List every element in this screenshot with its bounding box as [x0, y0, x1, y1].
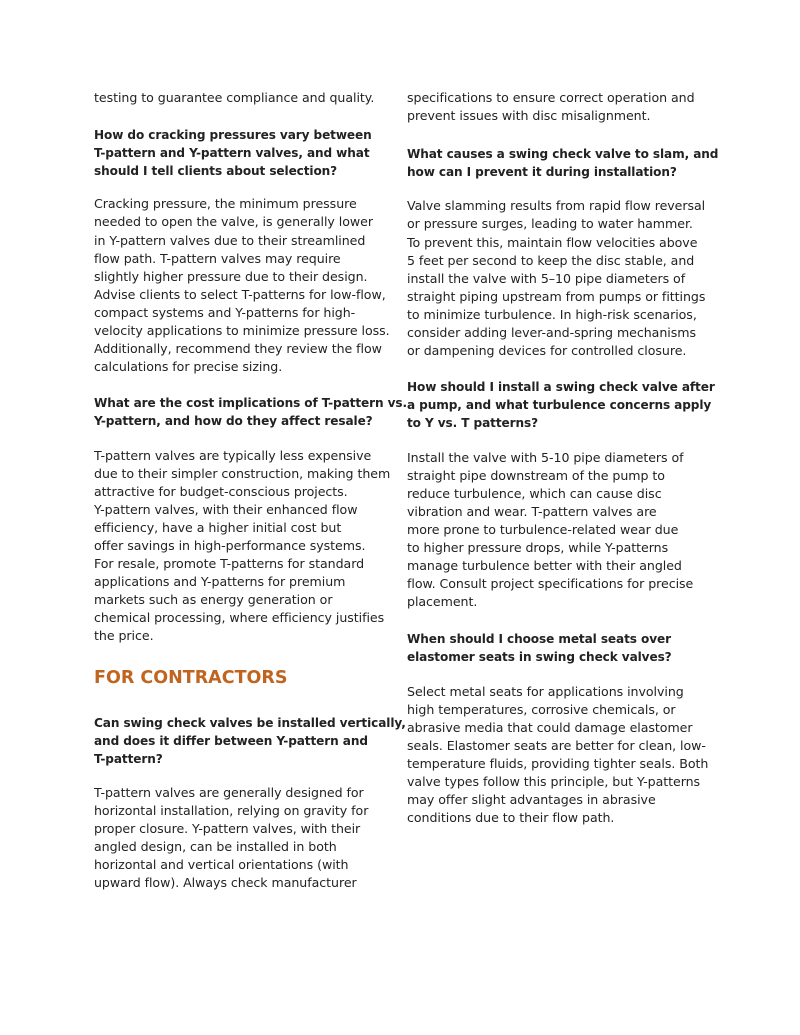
text-line: T-pattern?: [94, 751, 163, 766]
text-line: slightly higher pressure due to their design.: [94, 268, 368, 284]
text-line: to Y vs. T patterns?: [407, 416, 538, 431]
text-line: should I tell clients about selection?: [94, 164, 338, 179]
text-line: or dampening devices for controlled closure.: [407, 343, 687, 359]
text-line: When should I choose metal seats over: [407, 632, 671, 647]
text-line: T-pattern valves are generally designed for: [94, 784, 364, 800]
text-line: What are the cost implications of T-pattern vs.: [94, 396, 408, 411]
text-line: proper closure. Y-pattern valves, with their: [94, 821, 361, 836]
text-line: to higher pressure drops, while Y-patterns: [407, 539, 669, 555]
text-line: install the valve with 5–10 pipe diameters of: [407, 270, 686, 286]
question-vertical-install: [94, 714, 406, 768]
text-line: conditions due to their flow path.: [407, 810, 615, 826]
text-line: Additionally, recommend they review the flow: [94, 341, 382, 357]
text-line: upward flow). Always check manufacturer: [94, 875, 357, 891]
text-line: applications and Y-patterns for premium: [94, 574, 346, 590]
text-line: Cracking pressure, the minimum pressure: [94, 196, 357, 212]
text-line: velocity applications to minimize pressure loss.: [94, 323, 390, 339]
text-line: compact systems and Y-patterns for high-: [94, 304, 356, 320]
text-line: Y-pattern, and how do they affect resale?: [94, 414, 373, 429]
text-line: how can I prevent it during installation?: [407, 165, 677, 180]
text-line: specifications to ensure correct operation and: [407, 90, 695, 105]
text-line: elastomer seats in swing check valves?: [407, 650, 672, 665]
text-line: placement.: [407, 594, 478, 610]
text-line: testing to guarantee compliance and quality.: [94, 90, 375, 105]
text-line: straight pipe downstream of the pump to: [407, 467, 665, 483]
text-line: manage turbulence better with their angled: [407, 558, 682, 574]
text-line: Select metal seats for applications involving: [407, 683, 684, 699]
text-line: may offer slight advantages in abrasive: [407, 792, 656, 808]
text-line: prevent issues with disc misalignment.: [407, 108, 651, 124]
text-line: the price.: [94, 628, 154, 644]
text-line: offer savings in high-performance systems.: [94, 537, 366, 553]
text-line: angled design, can be installed in both: [94, 839, 337, 855]
text-line: reduce turbulence, which can cause disc: [407, 485, 662, 501]
text-line: in Y-pattern valves due to their streamlined: [94, 232, 366, 248]
text-line: consider adding lever-and-spring mechanisms: [407, 325, 696, 341]
text-line: a pump, and what turbulence concerns apply: [407, 398, 712, 413]
text-line: What causes a swing check valve to slam, and: [407, 147, 719, 162]
text-line: seals. Elastomer seats are better for clean, low-: [407, 737, 706, 753]
text-line: horizontal and vertical orientations (with: [94, 857, 349, 873]
answer-metal-vs-elastomer: [407, 683, 709, 828]
text-line: high temperatures, corrosive chemicals, or: [407, 701, 676, 717]
text-line: vibration and wear. T-pattern valves are: [407, 503, 657, 519]
question-install-after-pump: [407, 378, 715, 432]
text-line: T-pattern and Y-pattern valves, and what: [94, 146, 370, 161]
answer-install-after-pump: [407, 449, 709, 612]
text-line: abrasive media that could damage elastomer: [407, 719, 693, 735]
question-cost-implications: [94, 394, 408, 430]
text-line: Y-pattern valves, with their enhanced flow: [94, 501, 358, 517]
text-line: needed to open the valve, is generally lower: [94, 214, 373, 230]
paragraph-continued-right: [407, 89, 709, 125]
text-line: horizontal installation, relying on gravity for: [94, 802, 369, 818]
text-line: to minimize turbulence. In high-risk scenarios,: [407, 306, 697, 322]
left-column: [94, 89, 408, 892]
section-heading-contractors: FOR CONTRACTORS: [94, 667, 288, 688]
text-line: Can swing check valves be installed vertically,: [94, 715, 406, 730]
question-metal-vs-elastomer: [407, 630, 709, 666]
text-line: T-pattern valves are typically less expensive: [94, 447, 372, 463]
right-column: [407, 89, 719, 827]
text-line: Advise clients to select T-patterns for low-flow,: [94, 286, 386, 302]
question-valve-slam: [407, 145, 719, 181]
text-line: chemical processing, where efficiency justifies: [94, 610, 385, 626]
answer-valve-slam: [407, 197, 709, 360]
text-line: valve types follow this principle, but Y-patterns: [407, 774, 701, 789]
text-line: Install the valve with 5-10 pipe diameters of: [407, 449, 684, 465]
text-line: To prevent this, maintain flow velocities above: [407, 234, 698, 250]
question-cracking-pressure: [94, 126, 396, 180]
text-line: due to their simpler construction, making them: [94, 465, 391, 481]
text-line: 5 feet per second to keep the disc stable, and: [407, 252, 695, 268]
text-line: For resale, promote T-patterns for standard: [94, 556, 365, 572]
text-line: straight piping upstream from pumps or fittings: [407, 288, 706, 304]
paragraph-continued: [94, 89, 396, 107]
answer-cracking-pressure: [94, 195, 396, 376]
text-line: flow path. T-pattern valves may require: [94, 250, 341, 266]
text-line: Valve slamming results from rapid flow reversal: [407, 198, 706, 214]
text-line: markets such as energy generation or: [94, 592, 333, 608]
text-line: or pressure surges, leading to water hammer.: [407, 216, 693, 232]
text-line: and does it differ between Y-pattern and: [94, 733, 368, 748]
text-line: How do cracking pressures vary between: [94, 128, 372, 143]
text-line: flow. Consult project specifications for precise: [407, 576, 694, 592]
text-line: How should I install a swing check valve after: [407, 380, 715, 395]
text-line: efficiency, have a higher initial cost but: [94, 519, 342, 535]
text-line: temperature fluids, providing tighter seals. Both: [407, 755, 709, 771]
text-line: more prone to turbulence-related wear due: [407, 521, 679, 537]
answer-cost-implications: [94, 447, 396, 646]
text-line: calculations for precise sizing.: [94, 359, 283, 375]
text-line: attractive for budget-conscious projects.: [94, 483, 348, 499]
answer-vertical-install: [94, 784, 396, 893]
